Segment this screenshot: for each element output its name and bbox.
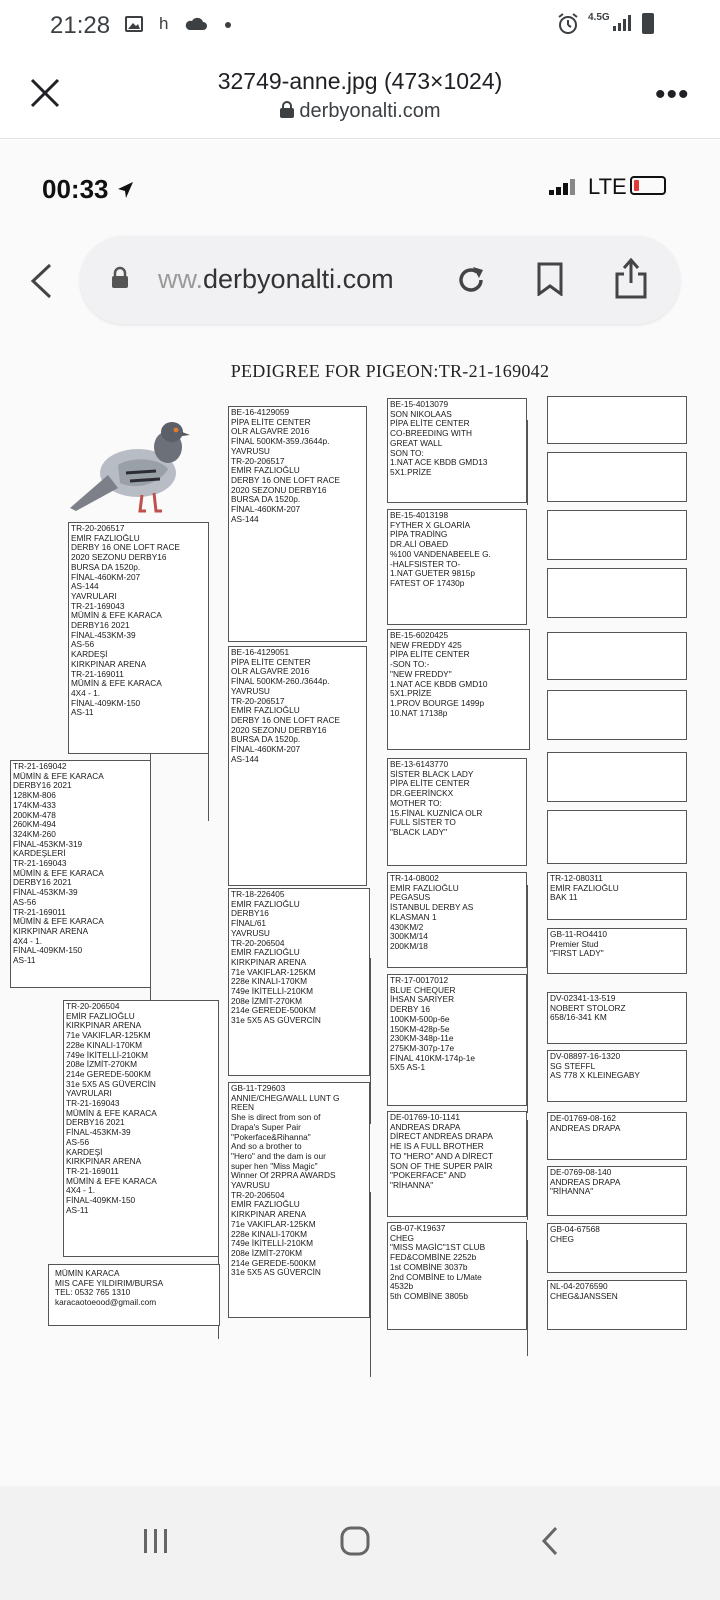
card-line: TR-20-206517 [231,695,285,706]
card-line: FİNAL-453KM-39 [13,887,78,898]
card-line: FED&COMBİNE 2252b [390,1252,477,1263]
gallery-icon [125,16,143,32]
card-line: 1.NAT GUETER 9815p [390,568,476,579]
ancestor-card-e14 [547,1166,687,1216]
card-line: MÜMİN & EFE KARACA [71,678,162,689]
card-line: DİRECT ANDREAS DRAPA [390,1131,493,1142]
card-line: TR-20-206504 [231,1189,285,1200]
card-line: DERBY 16 ONE LOFT RACE [231,474,340,485]
card-line: MÜMİN & EFE KARACA [66,1107,157,1118]
card-line: Winner Of 2RPRA AWARDS [231,1170,336,1181]
card-line: DE-01769-10-1141 [390,1112,460,1122]
card-line: 4X4 - 1. [13,935,43,946]
card-line: MIS CAFE YILDIRIM/BURSA [55,1277,164,1288]
card-line: karacaotoeood@gmail.com [55,1297,157,1308]
card-line: 2020 SEZONU DERBY16 [231,724,327,735]
connector-line [527,1240,528,1356]
ancestor-card-e1 [547,396,687,444]
recent-apps-icon[interactable] [142,1528,170,1559]
card-line: 230KM-348p-11e [390,1033,454,1044]
dam-dam-card [228,1082,370,1318]
card-line: BURSA DA 1520p. [71,561,141,572]
card-line: MÜMİN KARACA [55,1268,120,1278]
card-line: TR-17-0017012 [390,975,449,985]
card-line: AS-56 [13,896,37,907]
card-line: FİNAL-453KM-319 [13,838,83,849]
card-line: KARDEŞLERİ [13,848,66,859]
card-line: DERBY 16 [390,1004,430,1015]
card-line: 2nd COMBİNE to L/Mate [390,1271,482,1282]
card-line: "Hero" and the dam is our [231,1150,326,1161]
sire-dam-card [228,646,367,886]
card-line: TR-21-169011 [66,1165,119,1176]
card-line: SİSTER BLACK LADY [390,768,474,779]
card-line: FİNAL 500KM-359./3644p. [231,436,330,447]
network-type: 4.5G [588,12,610,23]
card-line: TR-20-206517 [71,523,125,533]
card-line: GB-11-RO4410 [550,929,608,939]
card-line: EMİR FAZLIOĞLU [231,947,300,958]
card-line: AS-11 [66,1204,89,1215]
card-line: -SON TO:- [390,659,430,670]
card-line: EMİR FAZLIOĞLU [550,882,619,893]
card-line: EMİR FAZLIOĞLU [231,465,300,476]
dam-sire-card [228,888,370,1076]
card-line: 174KM-433 [13,799,56,810]
card-line: TR-20-206504 [66,1001,120,1011]
card-line: 31e 5X5 AS GÜVERCİN [231,1267,321,1278]
card-line: CHEG [390,1232,414,1243]
card-line: 1.NAT ACE KBDB GMD10 [390,678,488,689]
card-line: DERBY16 2021 [13,877,72,888]
card-line: MÜMİN & EFE KARACA [13,770,104,781]
card-line: DERBY 16 ONE LOFT RACE [231,714,340,725]
card-line: 31e 5X5 AS GÜVERCİN [231,1015,321,1026]
back-icon[interactable] [540,1526,560,1561]
ancestor-card-e4 [547,568,687,618]
card-line: GREAT WALL [390,437,443,448]
card-line: TR-20-206517 [231,455,285,466]
card-line: TR-21-169043 [66,1098,120,1109]
card-line: EMİR FAZLIOĞLU [71,532,140,543]
card-line: 1.PROV BOURGE 1499p [390,697,485,708]
share-icon [614,256,648,305]
card-line: And so a brother to [231,1141,302,1152]
file-domain [0,100,720,123]
ancestor-card-e11 [547,992,687,1044]
card-line: 31e 5X5 AS GÜVERCİN [66,1078,156,1089]
card-line: "RİHANNA" [550,1186,594,1197]
card-line: DV-08897-16-1320 [550,1051,621,1061]
card-line: FİNAL-409KM-150 [13,945,83,956]
card-line: 208e İZMİT-270KM [66,1059,138,1070]
card-line: İSTANBUL DERBY AS [390,902,474,913]
card-line: DERBY16 [231,908,269,919]
card-line: BE-15-6020425 [390,630,449,640]
status-time: 21:28 [50,12,111,39]
card-line: "FIRST LADY" [550,948,604,959]
card-line: "BLACK LADY" [390,826,448,837]
card-line: EMİR FAZLIOĞLU [231,1199,300,1210]
card-line: 300KM/14 [390,931,428,942]
card-line: MÜMİN & EFE KARACA [13,867,104,878]
card-line: KIRKPINAR ARENA [71,658,147,669]
card-line: YAVRUSU [231,1180,270,1191]
card-line: BE-16-4129059 [231,407,290,417]
ancestor-card-e16 [547,1280,687,1330]
card-line: AS-56 [66,1136,90,1147]
card-line: DE-0769-08-140 [550,1167,612,1177]
card-line: FİNAL-453KM-39 [66,1127,131,1138]
card-line: FİNAL 410KM-174p-1e [390,1052,476,1063]
card-line: MÜMİN & EFE KARACA [66,1175,157,1186]
connector-line [527,1003,528,1113]
ancestor-card-e9 [547,872,687,920]
card-line: TR-14-08002 [390,873,439,883]
card-line: TR-21-169043 [13,858,67,869]
card-line: ANDREAS DRAPA [550,1176,621,1187]
ancestor-card-d4 [387,758,527,866]
card-line: FULL SİSTER TO [390,817,456,828]
card-line: PİPA ELİTE CENTER [390,778,470,789]
card-line: MÜMİN & EFE KARACA [13,916,104,927]
card-line: ANDREAS DRAPA [390,1121,461,1132]
card-line: 749e İKİTELLİ-210KM [231,986,314,997]
dot-icon [225,22,231,28]
card-line: MOTHER TO: [390,797,442,808]
card-line: %100 VANDENABEELE G. [390,548,491,559]
ancestor-card-e5 [547,632,687,680]
card-line: EMİR FAZLIOĞLU [231,705,300,716]
card-line: 200KM/18 [390,940,428,951]
card-line: ANDREAS DRAPA [550,1122,621,1133]
sire-card [68,522,209,754]
card-line: She is direct from son of [231,1112,321,1123]
card-line: MÜMİN & EFE KARACA [71,610,162,621]
card-line: "NEW FREDDY" [390,668,452,679]
card-line: OLR ALGAVRE 2016 [231,426,310,437]
toolbar-divider [0,138,720,139]
card-line: "Pokerface&Rihanna" [231,1131,311,1142]
card-line: YAVRUSU [231,445,270,456]
ancestor-card-e3 [547,510,687,560]
card-line: FATEST OF 17430p [390,577,465,588]
card-line: BE-13-6143770 [390,759,449,769]
card-line: BURSA DA 1520p. [231,494,301,505]
pedigree-title: PEDIGREE FOR PIGEON:TR-21-169042 [230,361,550,381]
card-line: FİNAL-453KM-39 [71,629,136,640]
card-line: DR.GEERİNCKX [390,788,454,799]
card-line: 4X4 - 1. [66,1185,96,1196]
card-line: AS-11 [13,955,36,966]
card-line: 208e İZMİT-270KM [231,1247,303,1258]
card-line: CO-BREEDING WITH [390,428,473,439]
card-line: 749e İKİTELLİ-210KM [231,1238,314,1249]
card-line: EMİR FAZLIOĞLU [390,882,459,893]
card-line: 260KM-494 [13,819,56,830]
card-line: AS-144 [71,581,99,592]
photo-network: LTE [588,174,627,199]
card-line: AS 778 X KLEINEGABY [550,1070,640,1081]
card-line: SON OF THE SUPER PAİR [390,1160,493,1171]
card-line: 5X1.PRİZE [390,466,432,477]
ancestor-card-d5 [387,872,527,968]
card-line: AS-144 [231,753,259,764]
card-line: NEW FREDDY 425 [390,639,462,650]
card-line: 15.FİNAL KUZNİCA OLR [390,807,483,818]
connector-line [370,958,371,1124]
card-line: KARDEŞİ [66,1146,103,1157]
card-line: FİNAL-460KM-207 [231,744,301,755]
card-line: GB-07-K19637 [390,1223,446,1233]
card-line: NOBERT STOLORZ [550,1002,626,1013]
card-line: NL-04-2076590 [550,1281,608,1291]
card-line: YAVRUSU [231,927,270,938]
photo-signal-icon [548,178,578,201]
card-line: FİNAL 500KM-260./3644p. [231,676,330,687]
card-line: 214e GEREDE-500KM [66,1068,151,1079]
card-line: YAVRULARI [71,590,117,601]
h-indicator-icon: h [159,14,169,33]
card-line: DERBY 16 ONE LOFT RACE [71,542,180,553]
bookmark-icon [536,262,564,301]
card-line: ANNIE/CHEG/WALL LUNT G [231,1092,340,1103]
alarm-icon [556,12,580,41]
card-line: SG STEFFL [550,1060,596,1071]
card-line: DERBY16 2021 [71,620,130,631]
card-line: "POKERFACE" AND [390,1170,466,1181]
card-line: 5X5 AS-1 [390,1062,426,1073]
cloud-icon [184,16,208,37]
card-line: KLASMAN 1 [390,911,437,922]
card-line: SON TO: [390,447,424,458]
card-line: AS-144 [231,513,259,524]
card-line: TR-20-206504 [231,937,285,948]
card-line: DE-01769-08-162 [550,1113,616,1123]
card-line: 150KM-428p-5e [390,1023,450,1034]
ancestor-card-e8 [547,810,687,864]
card-line: TO "HERO" AND A DİRECT [390,1150,494,1161]
card-line: TR-21-169043 [71,600,125,611]
ancestor-card-e12 [547,1050,687,1102]
card-line: 5th COMBİNE 3805b [390,1290,468,1301]
home-icon[interactable] [340,1526,370,1561]
connector-line [527,420,528,505]
card-line: "MISS MAGİC"1ST CLUB [390,1242,486,1253]
photo-battery-icon [630,176,666,195]
dam-card [63,1000,219,1257]
file-title: 32749-anne.jpg (473×1024) [217,68,503,94]
card-line: SON NIKOLAAS [390,408,452,419]
card-line: PİPA ELİTE CENTER [390,649,470,660]
connector-line [527,885,528,1015]
card-line: 749e İKİTELLİ-210KM [66,1049,149,1060]
card-line: EMİR FAZLIOĞLU [66,1010,135,1021]
card-line: KIRKPINAR ARENA [13,925,89,936]
card-line: TR-21-169042 [13,761,67,771]
card-line: 71e VAKIFLAR-125KM [231,1218,316,1229]
card-line: 5X1.PRİZE [390,688,432,699]
ancestor-card-d8 [387,1222,527,1330]
card-line: TR-21-169011 [13,906,66,917]
card-line: TR-12-080311 [550,873,603,883]
card-line: FİNAL-460KM-207 [231,504,301,515]
card-line: 4532b [390,1281,414,1292]
card-line: FİNAL-460KM-207 [71,571,141,582]
card-line: DR.ALİ OBAED [390,539,449,550]
photo-lock-icon [110,266,130,295]
card-line: 4X4 - 1. [71,687,101,698]
back-chevron-icon[interactable] [28,262,54,305]
battery-icon [642,13,654,34]
breeder-contact-card [48,1264,220,1326]
card-line: FİNAL-409KM-150 [66,1195,136,1206]
connector-line [527,1120,528,1220]
card-line: TR-18-226405 [231,889,285,899]
card-line: 10.NAT 17138p [390,707,448,718]
card-line: HE IS A FULL BROTHER [390,1141,484,1152]
card-line: PİPA ELİTE CENTER [390,418,470,429]
card-line: 430KM/2 [390,921,424,932]
ancestor-card-d3 [387,629,530,750]
ancestor-card-e10 [547,928,687,974]
card-line: 2020 SEZONU DERBY16 [71,552,167,563]
ancestor-card-d1 [387,398,527,503]
ancestor-card-d7 [387,1111,527,1217]
card-line: "RİHANNA" [390,1179,434,1190]
card-line: 1.NAT ACE KBDB GMD13 [390,457,488,468]
card-line: PEGASUS [390,892,431,903]
photo-url-text: ww.derbyonalti.com [158,264,394,294]
card-line: KIRKPINAR ARENA [66,1156,142,1167]
card-line: 214e GEREDE-500KM [231,1257,316,1268]
card-line: BAK 11 [550,892,578,903]
card-line: FİNAL/61 [231,918,267,929]
card-line: GB-11-T29603 [231,1083,286,1093]
card-line: 2020 SEZONU DERBY16 [231,484,327,495]
card-line: PİPA ELİTE CENTER [231,416,311,427]
card-line: 275KM-307p-17e [390,1042,455,1053]
card-line: PİPA ELİTE CENTER [231,656,311,667]
card-line: İHSAN SARIYER [390,994,455,1005]
domain-text: derbyonalti.com [299,100,441,122]
reload-icon [455,264,487,301]
subject-pigeon-card [10,760,151,988]
card-line: KIRKPINAR ARENA [231,1209,307,1220]
connector-line [370,1192,371,1377]
card-line: KIRKPINAR ARENA [66,1020,142,1031]
ancestor-card-d6 [387,974,527,1106]
card-line: CHEG [550,1233,574,1244]
card-line: DERBY16 2021 [13,780,72,791]
card-line: YAVRUSU [231,685,270,696]
ancestor-card-e7 [547,752,687,802]
card-line: PİPA TRADİNG [390,529,448,540]
card-line: CHEG&JANSSEN [550,1290,618,1301]
card-line: REEN [231,1102,255,1113]
card-line: KARDEŞİ [71,649,108,660]
card-line: BLUE CHEQUER [390,984,456,995]
location-arrow-icon [116,181,134,199]
card-line: TEL: 0532 765 1310 [55,1287,131,1298]
card-line: 228e KINALI-170KM [66,1039,143,1050]
card-line: 200KM-478 [13,809,56,820]
card-line: OLR ALGAVRE 2016 [231,666,310,677]
card-line: Premier Stud [550,938,599,949]
more-options-icon[interactable]: ••• [655,78,690,111]
card-line: 71e VAKIFLAR-125KM [66,1030,151,1041]
card-line: FİNAL-409KM-150 [71,697,141,708]
card-line: DERBY16 2021 [66,1117,125,1128]
card-line: BE-15-4013198 [390,510,449,520]
card-line: BE-16-4129051 [231,647,290,657]
card-line: KIRKPINAR ARENA [231,956,307,967]
card-line: -HALFSISTER TO- [390,558,461,569]
pedigree-photo [0,140,720,1520]
card-line: 228e KINALI-170KM [231,976,308,987]
card-line: 71e VAKIFLAR-125KM [231,966,316,977]
navigation-bar [0,1486,720,1600]
ancestor-card-e15 [547,1223,687,1273]
card-line: 228e KINALI-170KM [231,1228,308,1239]
card-line: 1st COMBİNE 3037b [390,1261,468,1272]
card-line: AS-11 [71,707,94,718]
pigeon-image [68,413,193,528]
lock-icon [279,101,295,119]
card-line: EMİR FAZLIOĞLU [231,898,300,909]
card-line: BURSA DA 1520p. [231,734,301,745]
ancestor-card-e6 [547,690,687,740]
card-line: Drapa's Super Pair [231,1121,301,1132]
photo-status-time: 00:33 [42,174,134,205]
ancestor-card-e2 [547,452,687,502]
card-line: DV-02341-13-519 [550,993,616,1003]
card-line: TR-21-169011 [71,668,124,679]
card-line: 324KM-260 [13,828,56,839]
card-line: YAVRULARI [66,1088,112,1099]
card-line: 208e İZMİT-270KM [231,995,303,1006]
card-line: FYTHER X GLOARİA [390,519,471,530]
ancestor-card-e13 [547,1112,687,1160]
card-line: BE-15-4013079 [390,399,449,409]
sire-sire-card [228,406,367,642]
card-line: 658/16-341 KM [550,1012,607,1023]
card-line: GB-04-67568 [550,1224,600,1234]
signal-icon [612,14,634,37]
card-line: 214e GEREDE-500KM [231,1005,316,1016]
card-line: 128KM-806 [13,790,56,801]
card-line: super hen "Miss Magic" [231,1160,318,1171]
card-line: AS-56 [71,639,95,650]
card-line: 100KM-500p-6e [390,1013,450,1024]
ancestor-card-d2 [387,509,527,625]
